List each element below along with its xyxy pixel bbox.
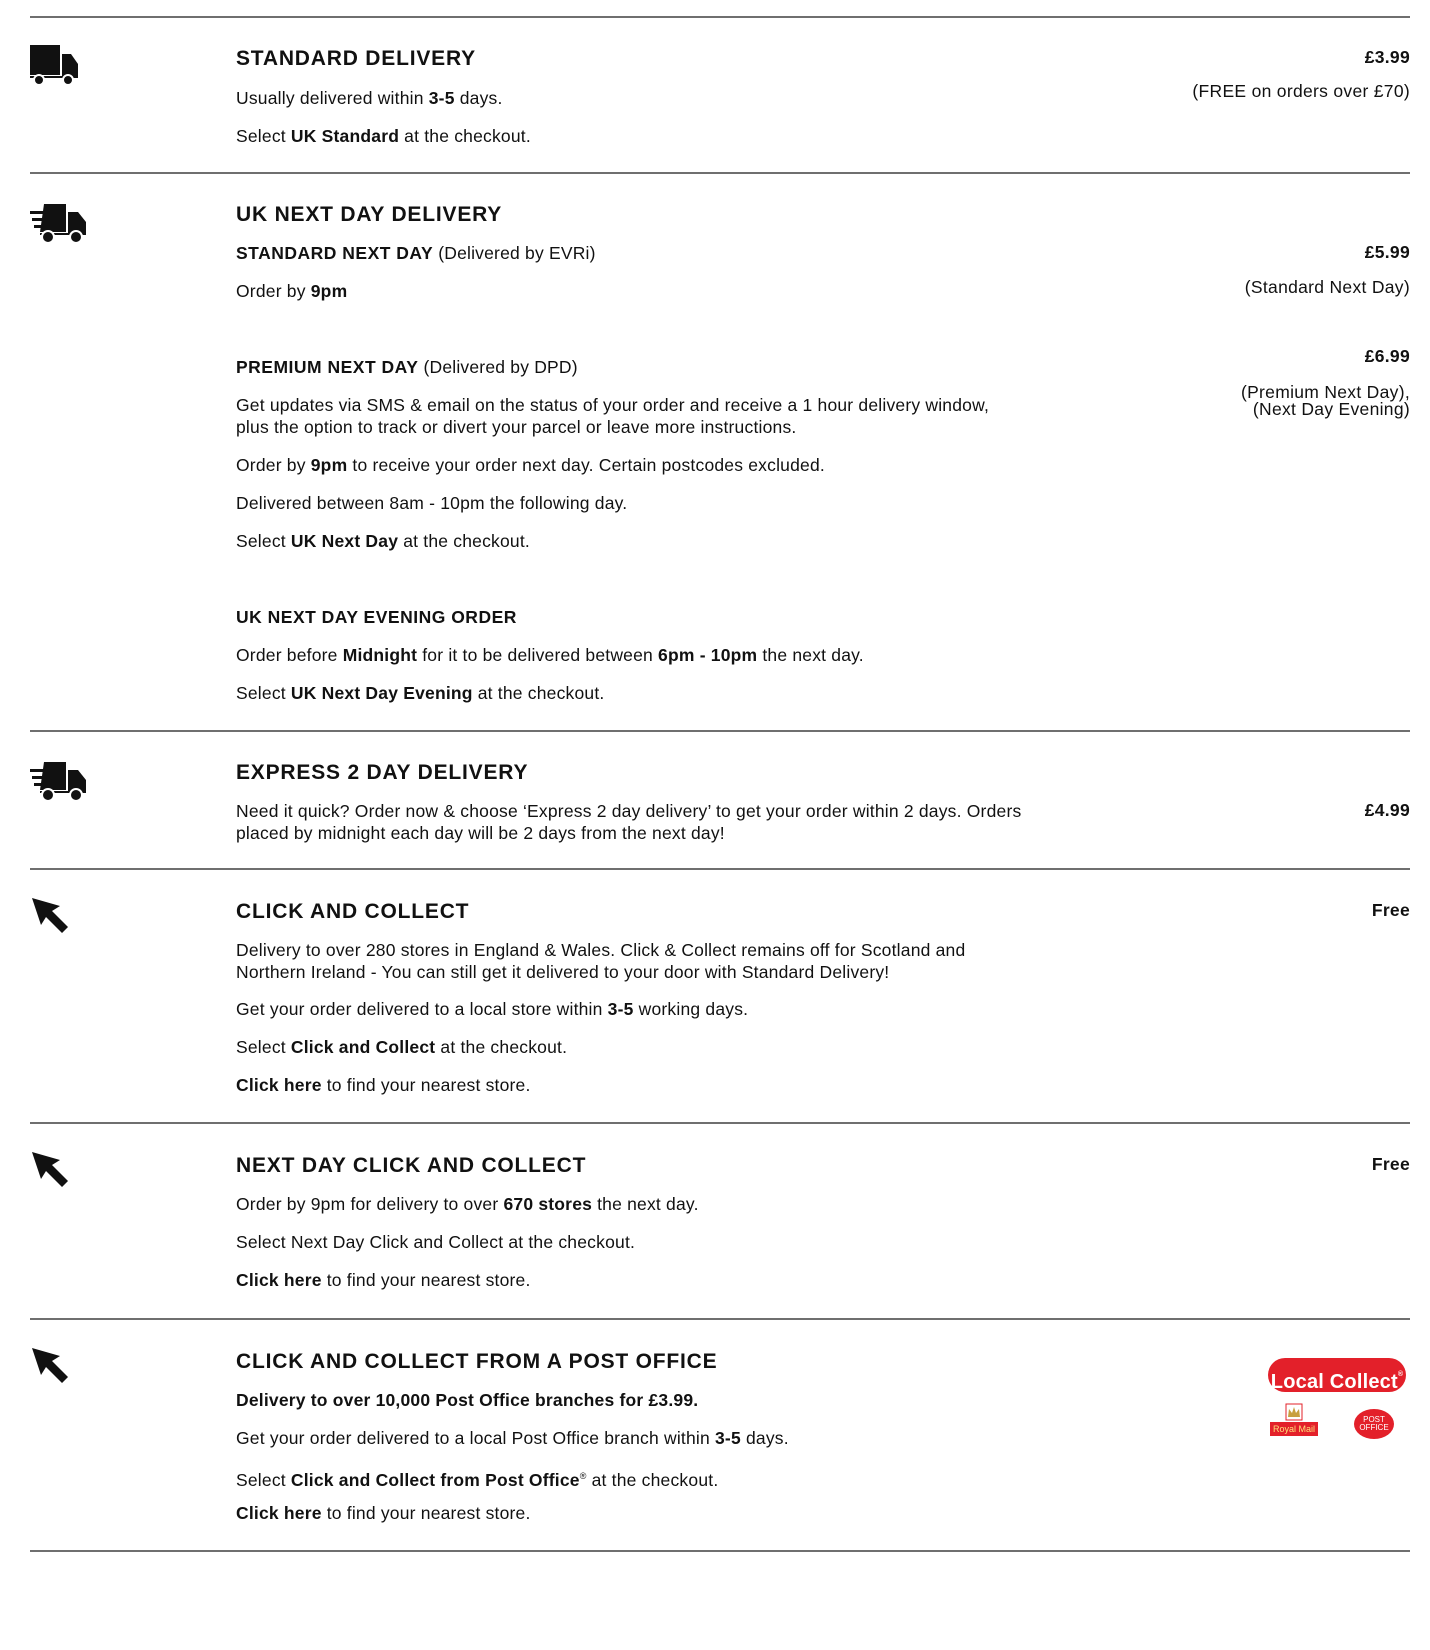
truck-icon [30, 45, 80, 87]
section-title: CLICK AND COLLECT FROM A POST OFFICE [236, 1350, 718, 1373]
standard-delivery-section [30, 18, 1410, 172]
premium-order-cutoff: Order by 9pm to receive your order next day. Certain postcodes excluded. [236, 455, 825, 475]
standard-next-day-subheading: STANDARD NEXT DAY (Delivered by EVRi) [236, 243, 596, 263]
express-delivery-section [30, 732, 1410, 868]
order-cutoff-text: Order by 9pm for delivery to over 670 stores the next day. [236, 1194, 699, 1214]
section-title: NEXT DAY CLICK AND COLLECT [236, 1154, 587, 1177]
delivery-time-text: Get your order delivered to a local store within 3-5 working days. [236, 999, 749, 1019]
store-finder-link[interactable]: Click here [236, 1075, 322, 1095]
cursor-arrow-icon [30, 896, 72, 938]
price-label: £6.99 [1364, 346, 1410, 366]
store-finder-text: Click here to find your nearest store. [236, 1503, 531, 1523]
checkout-option-text: Select UK Next Day at the checkout. [236, 531, 530, 551]
checkout-option-text: Select Click and Collect from Post Office® at the checkout. [236, 1469, 719, 1490]
premium-next-day-subheading: PREMIUM NEXT DAY (Delivered by DPD) [236, 357, 578, 377]
price-label: £5.99 [1364, 242, 1410, 262]
checkout-option-text: Select Next Day Click and Collect at the checkout. [236, 1232, 636, 1252]
next-day-click-and-collect-section [30, 1124, 1410, 1318]
evening-order-text: Order before Midnight for it to be delivered between 6pm - 10pm the next day. [236, 645, 864, 665]
royal-mail-crown-icon [1266, 1402, 1322, 1442]
premium-delivery-window: Delivered between 8am - 10pm the following day. [236, 493, 628, 513]
divider [30, 1550, 1410, 1552]
click-and-collect-section [30, 870, 1410, 1122]
price-note: (FREE on orders over £70) [1192, 81, 1410, 101]
post-office-logo: POST OFFICE [1354, 1409, 1394, 1439]
premium-description: Get updates via SMS & email on the status of your order and receive a 1 hour delivery window, plus the option to track or divert your parcel or leave more instructions. [236, 395, 990, 437]
section-title: STANDARD DELIVERY [236, 47, 476, 70]
local-collect-logo: Local Collect® [1268, 1358, 1406, 1392]
store-finder-text: Click here to find your nearest store. [236, 1270, 531, 1290]
price-note: (Standard Next Day) [1244, 277, 1410, 297]
checkout-option-text: Select UK Next Day Evening at the checkout. [236, 683, 605, 703]
price-label: £4.99 [1364, 800, 1410, 820]
cursor-arrow-icon [30, 1346, 72, 1388]
price-note: (Next Day Evening) [1252, 399, 1410, 419]
checkout-option-text: Select Click and Collect at the checkout. [236, 1037, 568, 1057]
click-collect-description: Delivery to over 280 stores in England & Wales. Click & Collect remains off for Scotland and Northern Ireland - You can still get it delivered to your door with Standard Delivery! [236, 940, 966, 982]
next-day-delivery-section [30, 174, 1410, 730]
section-title: EXPRESS 2 DAY DELIVERY [236, 761, 529, 784]
evening-order-subheading: UK NEXT DAY EVENING ORDER [236, 607, 517, 627]
delivery-time-text: Usually delivered within 3-5 days. [236, 88, 503, 108]
store-finder-link[interactable]: Click here [236, 1270, 322, 1290]
express-description: Need it quick? Order now & choose ‘Express 2 day delivery’ to get your order within 2 days. Orders placed by midnight each day will be 2 days from the next day! [236, 801, 1022, 843]
section-title: CLICK AND COLLECT [236, 900, 470, 923]
fast-truck-icon [30, 202, 88, 246]
store-finder-text: Click here to find your nearest store. [236, 1075, 531, 1095]
royal-mail-text: Royal Mail [1272, 1424, 1315, 1434]
price-label: Free [1371, 900, 1410, 920]
price-note: (Premium Next Day), [1240, 382, 1410, 402]
delivery-time-text: Get your order delivered to a local Post Office branch within 3-5 days. [236, 1428, 789, 1448]
store-finder-link[interactable]: Click here [236, 1503, 322, 1523]
post-office-summary: Delivery to over 10,000 Post Office branches for £3.99. [236, 1390, 699, 1410]
cursor-arrow-icon [30, 1150, 72, 1192]
section-title: UK NEXT DAY DELIVERY [236, 203, 503, 226]
fast-truck-icon [30, 760, 88, 804]
price-label: £3.99 [1364, 47, 1410, 67]
checkout-option-text: Select UK Standard at the checkout. [236, 126, 531, 146]
price-label: Free [1371, 1154, 1410, 1174]
royal-mail-logo [1266, 1402, 1322, 1442]
order-cutoff-text: Order by 9pm [236, 281, 348, 301]
post-office-collect-section [30, 1320, 1410, 1550]
